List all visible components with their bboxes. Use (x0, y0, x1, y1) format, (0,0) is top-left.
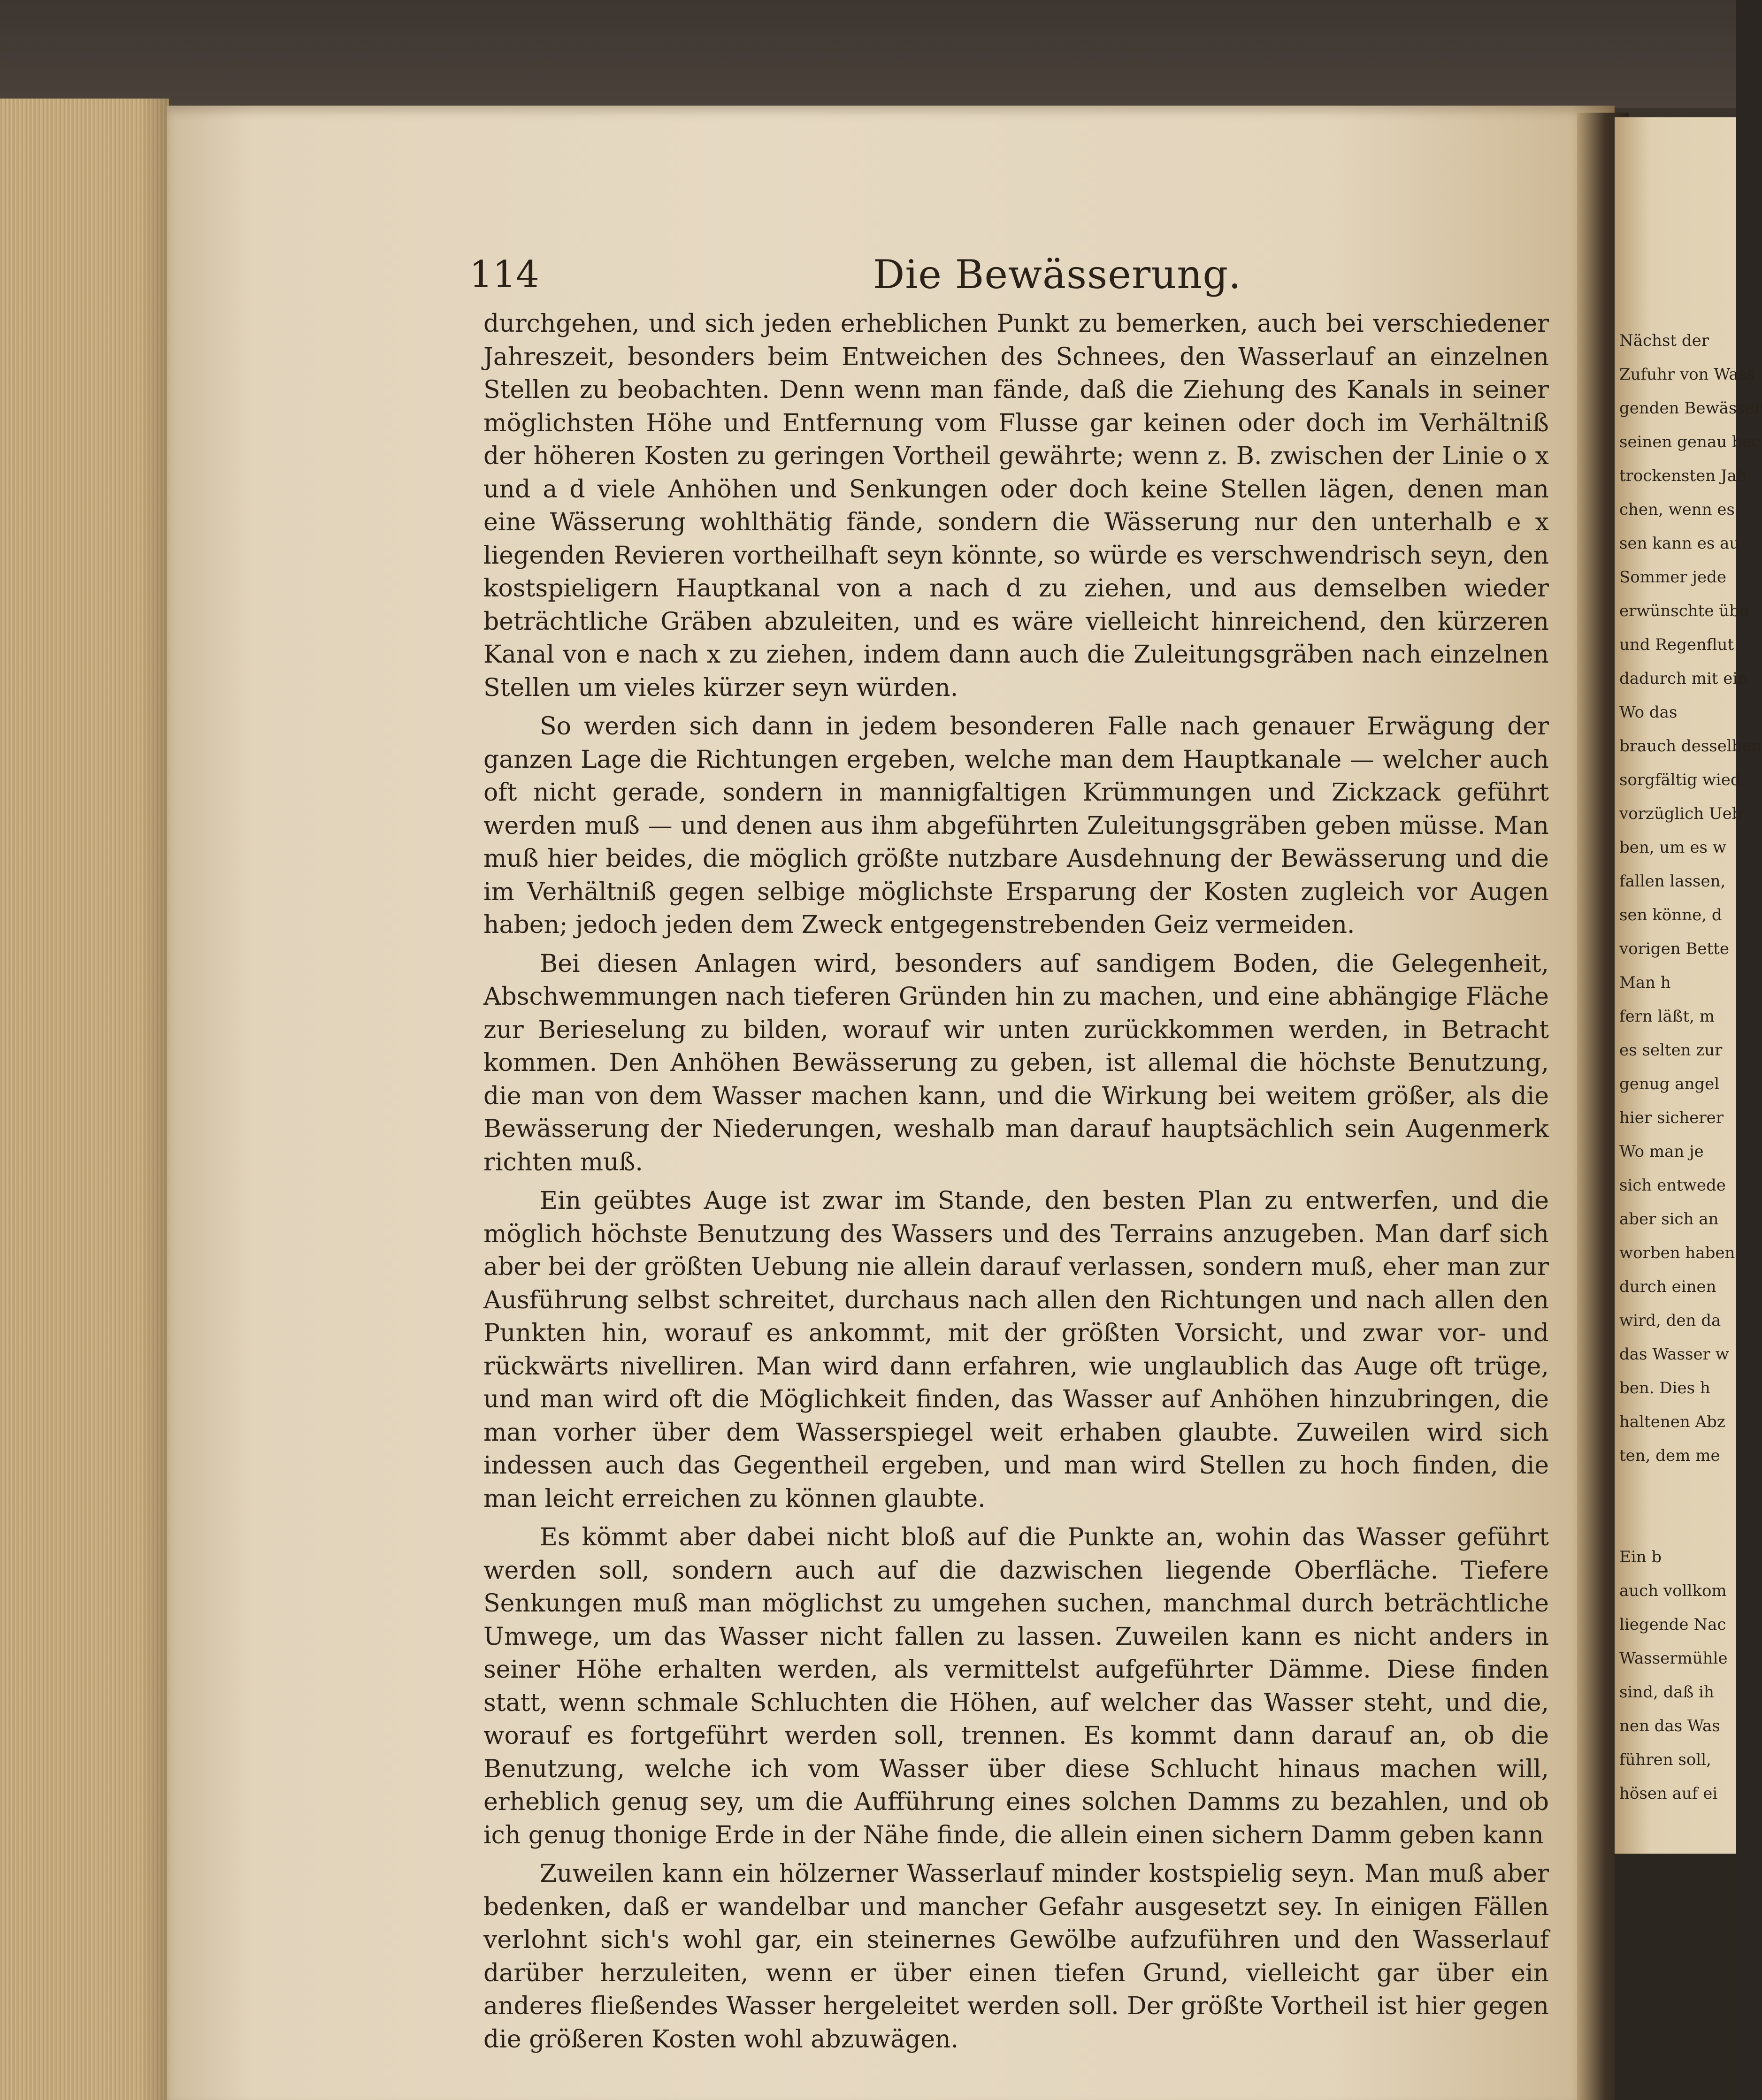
facing-page-line: aber sich an (1619, 1210, 1719, 1229)
facing-page-line: sen könne, d (1619, 906, 1722, 924)
facing-page-line: auch vollkom (1619, 1581, 1727, 1600)
facing-page-line: hier sicherer (1619, 1108, 1724, 1127)
facing-page-line: haltenen Abz (1619, 1413, 1725, 1431)
facing-page-line: wird, den da (1619, 1311, 1721, 1330)
facing-page-line: sind, daß ih (1619, 1683, 1714, 1702)
body-text (483, 307, 1549, 2056)
facing-page-line: worben haben (1619, 1244, 1735, 1262)
facing-page-line: genden Bewässer (1619, 399, 1762, 418)
facing-page-line: sich entwede (1619, 1176, 1726, 1195)
facing-page-line: Sommer jede (1619, 568, 1726, 587)
facing-page-line: vorigen Bette (1619, 939, 1729, 958)
facing-page-line: es selten zur (1619, 1041, 1723, 1060)
facing-page-line: erwünschte übe (1619, 602, 1749, 620)
paragraph: Es kömmt aber dabei nicht bloß auf die Punkte an, wohin das Wasser geführt werden soll, sondern auch auf die dazwischen liegende Oberfläche. Tiefere Senkungen muß man möglichst zu umgehen suchen, manchmal durch beträchtliche Umwege, um das Wasser nicht fallen zu lassen. Zuweilen kann es nicht anders in seiner Höhe erhalten werden, als vermittelst aufgeführter Dämme. Diese finden statt, wenn schmale Schluchten die Höhen, auf welcher das Wasser steht, und die, worauf es fortgeführt werden soll, trennen. Es kommt dann darauf an, ob die Benutzung, welche ich vom Wasser über diese Schlucht hinaus machen will, erheblich genug sey, um die Aufführung eines solchen Damms zu bezahlen, und ob ich genug thonige Erde in der Nähe finde, die allein einen sichern Damm geben kann (483, 1523, 1549, 1849)
facing-page-line (1619, 1473, 1741, 1540)
facing-page-line: fern läßt, m (1619, 1007, 1715, 1026)
facing-page-line: hösen auf ei (1619, 1784, 1718, 1803)
facing-page-line: brauch desselben (1619, 737, 1762, 756)
page-header (469, 253, 1549, 305)
facing-page-line: Zufuhr von Wass (1619, 365, 1755, 384)
paragraph: Bei diesen Anlagen wird, besonders auf sandigem Boden, die Gelegenheit, Abschwemmungen nach tieferen Gründen hin zu machen, und eine abhängige Fläche zur Berieselung zu bilden, worauf wir unten zurückkommen werden, in Betracht kommen. Den Anhöhen Bewässerung zu geben, ist allemal die höchste Benutzung, die man von dem Wasser machen kann, und die Wirkung bei weitem größer, als die Bewässerung der Niederungen, weshalb man darauf hauptsächlich sein Augenmerk richten muß. (483, 949, 1549, 1176)
facing-page-line: Wassermühle (1619, 1649, 1728, 1668)
scan-background-bottom-right (1615, 1854, 1736, 2100)
facing-page-line: genug angel (1619, 1075, 1720, 1093)
facing-page-line: führen soll, (1619, 1750, 1711, 1769)
facing-page-line: chen, wenn es (1619, 500, 1735, 519)
facing-page-line: das Wasser w (1619, 1345, 1729, 1364)
paragraph: durchgehen, und sich jeden erheblichen Punkt zu bemerken, auch bei verschiedener Jahreszeit, besonders beim Entweichen des Schnees, den Wasserlauf an einzelnen Stellen zu beobachten. Denn wenn man fände, daß die Ziehung des Kanals in seiner möglichsten Höhe und Entfernung vom Flusse gar keinen oder doch im Verhältniß der höheren Kosten zu geringen Vortheil gewährte; wenn z. B. zwischen der Linie o x und a d viele Anhöhen und Senkungen oder doch keine Stellen lägen, denen man eine Wässerung wohlthätig fände, sondern die Wässerung nur den unterhalb e x liegenden Revieren vortheilhaft seyn könnte, so würde es verschwendrisch seyn, den kostspieligern Hauptkanal von a nach d zu ziehen, und aus demselben wieder beträchtliche Gräben abzuleiten, und es wäre vielleicht hinreichend, den kürzeren Kanal von e nach x zu ziehen, indem dann auch die Zuleitungsgräben nach einzelnen Stellen um vieles kürzer seyn würden. (483, 310, 1549, 702)
facing-page-line: sorgfältig wied (1619, 771, 1741, 789)
facing-page-line: Man h (1619, 973, 1671, 992)
facing-page-line: trockensten Jah (1619, 466, 1747, 485)
facing-page-line: Ein b (1619, 1548, 1662, 1566)
facing-page-line: dadurch mit ein (1619, 669, 1748, 688)
facing-page-line: und Regenflut (1619, 635, 1734, 654)
facing-page-line: Nächst der (1619, 331, 1709, 350)
facing-page-line: sen kann es au (1619, 534, 1740, 553)
facing-page-line: ben, um es w (1619, 838, 1726, 857)
facing-page-line: Wo das (1619, 703, 1678, 722)
facing-page-line: Wo man je (1619, 1142, 1704, 1161)
scan-background-top (0, 0, 1736, 108)
paragraph: Ein geübtes Auge ist zwar im Stande, den besten Plan zu entwerfen, und die möglich höchste Benutzung des Wassers und des Terrains anzugeben. Man darf sich aber bei der größten Uebung nie allein darauf verlassen, sondern muß, eher man zur Ausführung selbst schreitet, durchaus nach allen den Richtungen und nach allen den Punkten hin, worauf es ankommt, mit der größten Vorsicht, und zwar vor- und rückwärts nivelliren. Man wird dann erfahren, wie unglaublich das Auge oft trüge, und man wird oft die Möglichkeit finden, das Wasser auf Anhöhen hinzubringen, die man vorher über dem Wasserspiegel weit erhaben glaubte. Zuweilen wird sich indessen auch das Gegentheil ergeben, und man wird Stellen zu hoch finden, die man leicht erreichen zu können glaubte. (483, 1187, 1549, 1513)
book-page-edges (0, 99, 169, 2100)
page-number: 114 (469, 253, 539, 296)
paragraph: So werden sich dann in jedem besonderen Falle nach genauer Erwägung der ganzen Lage die Richtungen ergeben, welche man dem Hauptkanale — welcher auch oft nicht gerade, sondern in mannigfaltigen Krümmungen und Zickzack geführt werden muß — und denen aus ihm abgeführten Zuleitungsgräben geben müsse. Man muß hier beides, die möglich größte nutzbare Ausdehnung der Bewässerung und die im Verhältniß gegen selbige möglichste Ersparung der Kosten zugleich vor Augen haben; jedoch jeden dem Zweck entgegenstrebenden Geiz vermeiden. (483, 712, 1549, 939)
facing-page-line: ten, dem me (1619, 1446, 1720, 1465)
paragraph: Zuweilen kann ein hölzerner Wasserlauf minder kostspielig seyn. Man muß aber bedenken, daß er wandelbar und mancher Gefahr ausgesetzt sey. In einigen Fällen verlohnt sich's wohl gar, ein steinernes Gewölbe aufzuführen und den Wasserlauf darüber herzuleiten, wenn er über einen tiefen Grund, vielleicht gar über ein anderes fließendes Wasser hergeleitet werden soll. Der größte Vortheil ist hier gegen die größeren Kosten wohl abzuwägen. (483, 1860, 1549, 2054)
facing-page-line: fallen lassen, (1619, 872, 1726, 891)
facing-page-line: seinen genau bec (1619, 433, 1761, 451)
facing-page-text (1619, 324, 1762, 1810)
facing-page-line: vorzüglich Ueb (1619, 804, 1742, 823)
facing-page-line: liegende Nac (1619, 1615, 1726, 1634)
running-title: Die Bewässerung. (873, 252, 1241, 298)
facing-page-line: nen das Was (1619, 1717, 1720, 1735)
facing-page-line: ben. Dies h (1619, 1379, 1710, 1397)
facing-page-line: durch einen (1619, 1277, 1716, 1296)
